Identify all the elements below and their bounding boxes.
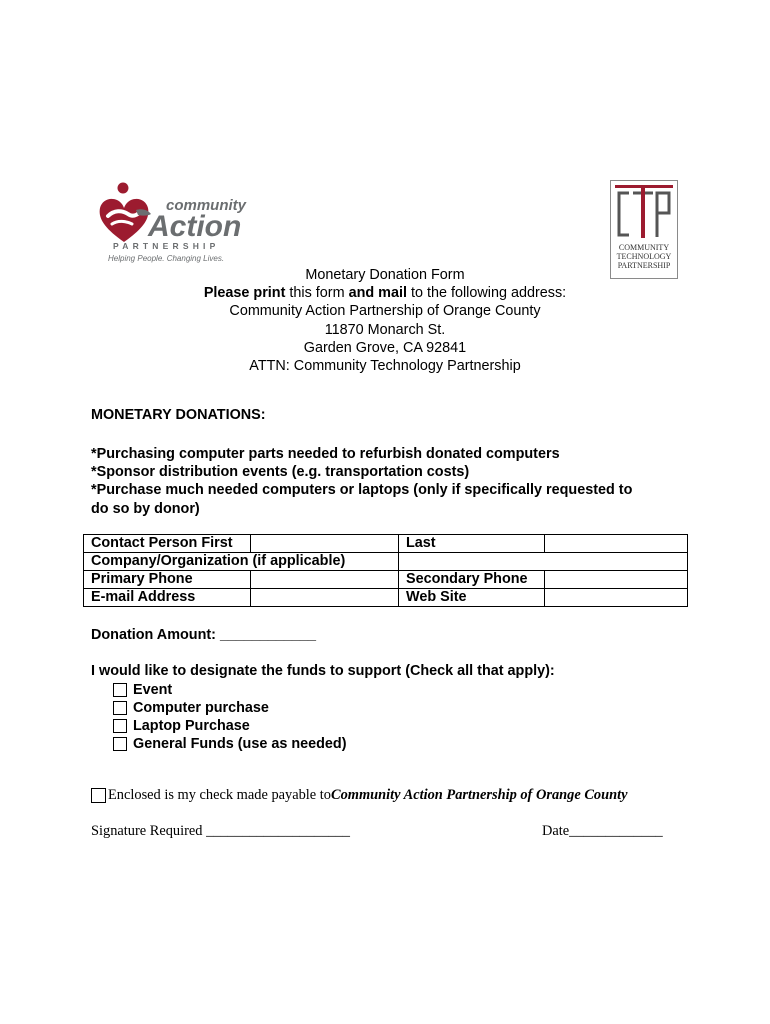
section-heading: MONETARY DONATIONS: [91, 407, 266, 423]
website-field[interactable] [545, 589, 688, 607]
option-label: Event [133, 682, 173, 698]
ctp-line-technology: TECHNOLOGY [616, 252, 672, 261]
last-name-label: Last [399, 535, 545, 553]
primary-phone-label: Primary Phone [84, 571, 251, 589]
option-label: Laptop Purchase [133, 718, 250, 734]
company-label: Company/Organization (if applicable) [84, 553, 399, 571]
ctp-line-community: COMMUNITY [618, 243, 670, 252]
form-title: Monetary Donation Form [305, 267, 465, 283]
logo-word-community: community [166, 197, 247, 214]
donation-amount-line[interactable]: Donation Amount: ____________ [91, 627, 316, 643]
date-line[interactable]: Date_____________ [542, 823, 663, 839]
enclosed-check-line[interactable] [91, 787, 628, 804]
checkbox[interactable] [113, 719, 127, 733]
enclosed-text: Enclosed is my check made payable to [108, 787, 331, 803]
ctp-line-partnership: PARTNERSHIP [617, 261, 671, 270]
email-field[interactable] [251, 589, 399, 607]
address-line-2: 11870 Monarch St. [324, 321, 446, 338]
address-line-1: Community Action Partnership of Orange County [229, 303, 541, 320]
email-label: E-mail Address [84, 589, 251, 607]
option-label: Computer purchase [133, 700, 269, 716]
and-mail-text: and mail [348, 285, 407, 302]
community-action-partnership-logo [96, 180, 266, 264]
instr-mid-text: this form [285, 285, 349, 302]
table-row [84, 571, 688, 589]
table-row [84, 589, 688, 607]
attn-line: ATTN: Community Technology Partnership [249, 358, 521, 375]
instr-end-text: to the following address: [406, 285, 567, 302]
last-name-field[interactable] [545, 535, 688, 553]
checkbox[interactable] [113, 683, 127, 697]
secondary-phone-field[interactable] [545, 571, 688, 589]
option-label: General Funds (use as needed) [133, 736, 347, 752]
header-block [80, 266, 690, 375]
option-computer-purchase[interactable] [113, 699, 347, 717]
donation-purposes-list [91, 445, 681, 518]
address-line-3: Garden Grove, CA 92841 [303, 339, 467, 356]
enclosed-check-checkbox[interactable] [91, 788, 106, 803]
checkbox[interactable] [113, 701, 127, 715]
secondary-phone-label: Secondary Phone [399, 571, 545, 589]
designate-instructions: I would like to designate the funds to support (Check all that apply): [91, 663, 555, 679]
purpose-item: do so by donor) [91, 500, 200, 517]
table-row [84, 535, 688, 553]
logo-word-action: Action [148, 210, 242, 243]
logo-word-partnership: PARTNERSHIP [113, 241, 220, 251]
checkbox[interactable] [113, 737, 127, 751]
please-print-text: Please print [203, 285, 286, 302]
primary-phone-field[interactable] [251, 571, 399, 589]
option-laptop-purchase[interactable] [113, 717, 347, 735]
contact-first-field[interactable] [251, 535, 399, 553]
payee-name: Community Action Partnership of Orange County [330, 787, 628, 803]
website-label: Web Site [399, 589, 545, 607]
contact-info-table [83, 534, 688, 607]
option-general-funds[interactable] [113, 735, 347, 753]
purpose-item: *Sponsor distribution events (e.g. transportation costs) [91, 464, 470, 481]
signature-line[interactable]: Signature Required ____________________ [91, 823, 351, 839]
ctp-logo [610, 180, 678, 279]
purpose-item: *Purchasing computer parts needed to refurbish donated computers [91, 446, 560, 462]
mail-instructions [80, 284, 690, 302]
option-event[interactable] [113, 681, 347, 699]
table-row [84, 553, 688, 571]
logo-tagline: Helping People. Changing Lives. [108, 254, 225, 263]
purpose-item: *Purchase much needed computers or laptops (only if specifically requested to [91, 482, 633, 499]
company-field[interactable] [399, 553, 688, 571]
designation-options [113, 681, 347, 753]
contact-first-label: Contact Person First [84, 535, 251, 553]
